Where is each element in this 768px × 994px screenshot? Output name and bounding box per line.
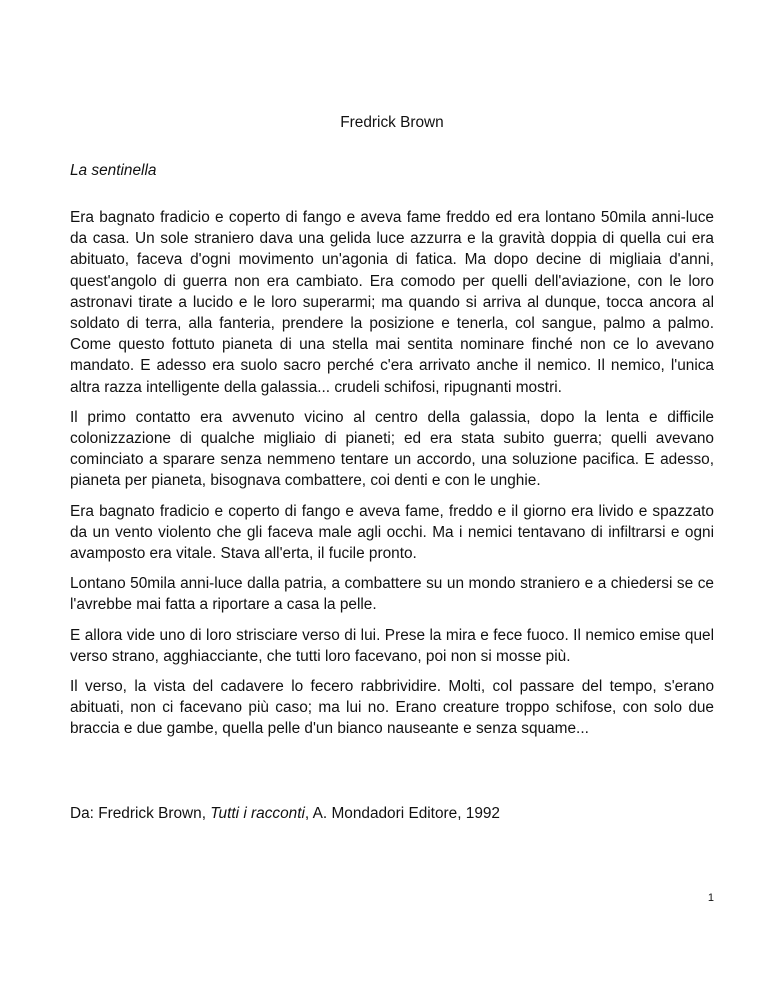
paragraph: Il primo contatto era avvenuto vicino al centro della galassia, dopo la lenta e difficile colonizzazione di qualche migliaio di pianeti; ed era stata subito guerra; quelli avevano cominciato a sparare senza nemmeno tentare un accordo, una soluzione pacifica. E adesso, pianeta per pianeta, bisognava combattere, coi denti e con le unghie. [70, 408, 714, 490]
document-page [70, 0, 714, 994]
page-number: 1 [707, 892, 714, 904]
paragraph: Il verso, la vista del cadavere lo fecero rabbrividire. Molti, col passare del tempo, s'erano abituati, non ci facevano più caso; ma lui no. Erano creature troppo schifose, con solo due braccia e due gambe, quella pelle d'un bianco nauseante e senza squame... [70, 678, 714, 738]
source-suffix: , A. Mondadori Editore, 1992 [304, 805, 500, 822]
source-citation [70, 804, 500, 824]
author-heading: Fredrick Brown [340, 114, 444, 131]
paragraph: E allora vide uno di loro strisciare verso di lui. Prese la mira e fece fuoco. Il nemico emise quel verso strano, agghiacciante, che tutti loro facevano, poi non si mosse più. [70, 626, 714, 665]
story-title: La sentinella [70, 162, 157, 179]
story-body [70, 207, 714, 749]
paragraph: Era bagnato fradicio e coperto di fango e aveva fame freddo ed era lontano 50mila anni-luce da casa. Un sole straniero dava una gelida luce azzurra e la gravità doppia di quella cui era abituato, faceva d'ogni movimento un'agonia di fatica. Ma dopo decine di migliaia d'anni, quest'angolo di guerra non era cambiato. Era comodo per quelli dell'aviazione, con le loro astronavi tirate a lucido e le loro superarmi; ma quando si arriva al dunque, tocca ancora al soldato di terra, alla fanteria, prendere la posizione e tenerla, col sangue, palmo a palmo. Come questo fottuto pianeta di una stella mai sentita nominare finché non ce lo avevano mandato. E adesso era suolo sacro perché c'era arrivato anche il nemico. Il nemico, l'unica altra razza intelligente della galassia... crudeli schifosi, ripugnanti mostri. [70, 209, 714, 396]
source-book-title: Tutti i racconti [210, 805, 305, 822]
paragraph: Lontano 50mila anni-luce dalla patria, a combattere su un mondo straniero e a chiedersi se ce l'avrebbe mai fatta a riportare a casa la pelle. [70, 575, 714, 614]
source-prefix: Da: Fredrick Brown, [70, 805, 211, 822]
paragraph: Era bagnato fradicio e coperto di fango e aveva fame, freddo e il giorno era livido e spazzato da un vento violento che gli faceva male agli occhi. Ma i nemici tentavano di infiltrarsi e ogni avamposto era vitale. Stava all'erta, il fucile pronto. [70, 502, 714, 563]
